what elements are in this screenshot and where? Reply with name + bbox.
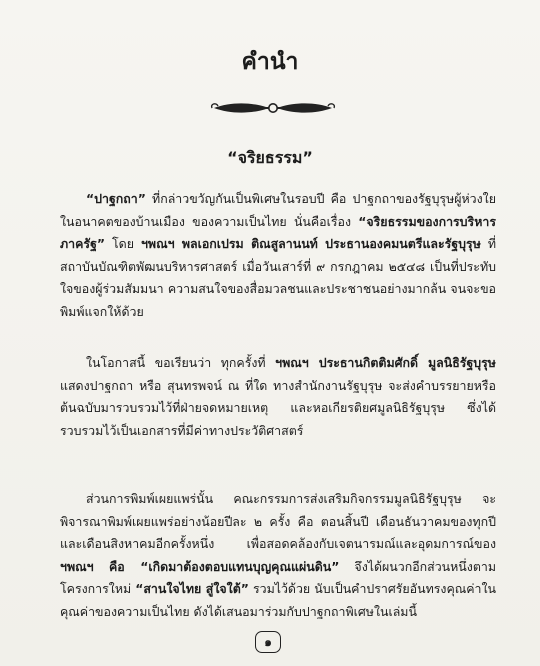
emphasis-text: ฯพณฯ พลเอกเปรม ติณสูลานนท์ ประธานองคมนตรีและรัฐบุรุษ bbox=[140, 236, 481, 251]
emphasis-text: ฯพณฯ คือ “เกิดมาต้องตอบแทนบุญคุณแผ่นดิน” bbox=[60, 558, 340, 574]
paragraph-2 bbox=[60, 352, 496, 442]
paragraph-3 bbox=[60, 488, 496, 623]
page-title: คำนำ bbox=[241, 49, 299, 75]
page-number: ๑ bbox=[264, 634, 272, 649]
emphasis-text: “จริยธรรมของการบริหารภาครัฐ” bbox=[60, 213, 496, 251]
body-text: แสดงปาฐกถา หรือ สุนทรพจน์ ณ ที่ใด ทางสำนักงานรัฐบุรุษ จะส่งคำบรรยายหรือต้นฉบับมารวบรวมไว้ที่ฝ่ายจดหมายเหตุ และหอเกียรติยศมูลนิธิรัฐบุรุษ ซึ่งได้รวบรวมไว้เป็นเอกสารที่มีค่าทางประวัติศาสตร์ bbox=[60, 377, 496, 438]
emphasis-text: ฯพณฯ ประธานกิตติมศักดิ์ มูลนิธิรัฐบุรุษ bbox=[275, 355, 496, 370]
body-text: ที่กล่าวขวัญกันเป็นพิเศษในรอบปี คือ ปาฐกถาของรัฐบุรุษผู้ห่วงใยในอนาคตของบ้านเมือง ของความเป็นไทย นั่นคือเรื่อง bbox=[60, 191, 496, 229]
scroll-flourish-divider-icon bbox=[210, 98, 336, 118]
emphasis-text: “ปาฐกถา” bbox=[86, 191, 146, 206]
paragraph-1 bbox=[60, 188, 496, 323]
section-subtitle: “จริยธรรม” bbox=[227, 148, 313, 167]
body-text: รวมไว้ด้วย นับเป็นคำปราศรัยอันทรงคุณค่าในคุณค่าของความเป็นไทย ดังได้เสนอมาร่วมกับปาฐกถาพิเศษในเล่มนี้ bbox=[60, 581, 497, 619]
body-text: จึงได้ผนวกอีกส่วนหนึ่งตามโครงการใหม่ bbox=[60, 558, 497, 596]
body-text: ที่สถาบันบัณฑิตพัฒนบริหารศาสตร์ เมื่อวันเสาร์ที่ ๙ กรกฎาคม ๒๕๔๘ เป็นที่ประทับใจของผู้ร่วมสัมมนา ความสนใจของสื่อมวลชนและประชาชนอย่างมากล้น จนจะขอพิมพ์แจกให้ด้วย bbox=[60, 236, 497, 319]
emphasis-text: “สานใจไทย สู่ใจใต้” bbox=[135, 581, 249, 596]
page-number-badge bbox=[255, 631, 281, 653]
body-text: ส่วนการพิมพ์เผยแพร่นั้น คณะกรรมการส่งเสริมกิจกรรมมูลนิธิรัฐบุรุษ จะพิจารณาพิมพ์เผยแพร่อย่างน้อยปีละ ๒ ครั้ง คือ ตอนสิ้นปี เดือนธันวาคมของทุกปี และเดือนสิงหาคมอีกครั้งหนึ่ง เพื่อสอดคล้องกับเจตนารมณ์และอุดมการณ์ของ bbox=[60, 491, 496, 551]
body-text: โดย bbox=[105, 236, 141, 251]
body-text: ในโอกาสนี้ ขอเรียนว่า ทุกครั้งที่ bbox=[86, 355, 276, 370]
